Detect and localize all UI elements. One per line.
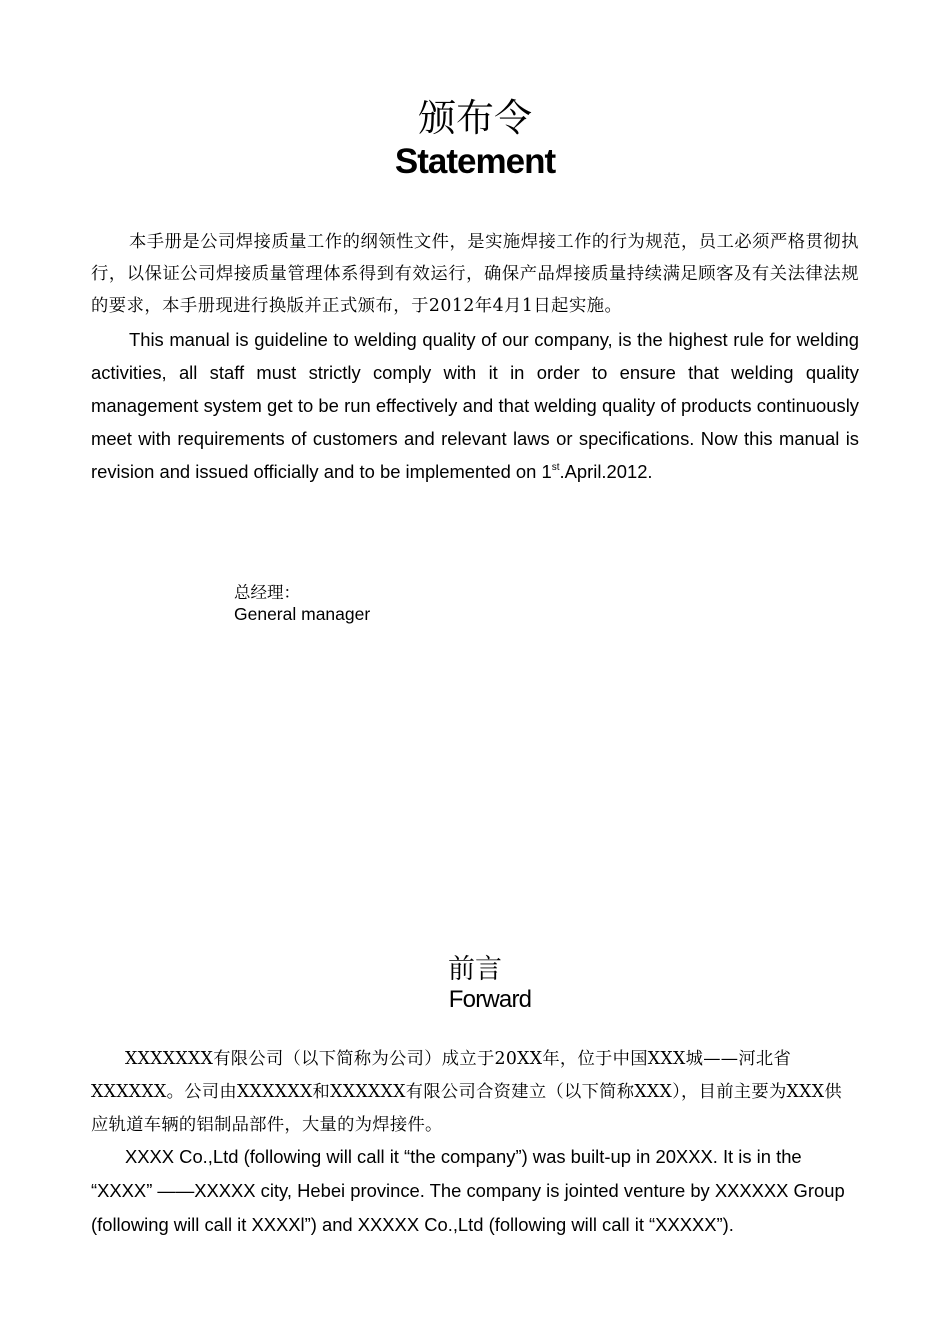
signature-label-en: General manager [234, 604, 371, 624]
statement-paragraph-en-main: This manual is guideline to welding quality of our company, is the highest rule for welding activities, all staff must strictly comply with it in order to ensure that welding quality management system get to be run effectively and that welding quality of products continuously meet with requirements of customers and relevant laws or specifications. Now this manual is revision and issued officially and to be implemented on 1 [91, 329, 859, 482]
statement-title-cn: 颁布令 [417, 96, 532, 140]
statement-paragraph-cn: 本手册是公司焊接质量工作的纲领性文件，是实施焊接工作的行为规范，员工必须严格贯彻执行，以保证公司焊接质量管理体系得到有效运行，确保产品焊接质量持续满足顾客及有关法律法规的要求，本手册现进行换版并正式颁布，于2012年4月1日起实施。 [91, 232, 859, 316]
forward-paragraph-cn: XXXXXXX有限公司（以下简称为公司）成立于20XX年，位于中国XXX城——河北省XXXXXX。公司由XXXXXX和XXXXXX有限公司合资建立（以下简称XXX），目前主要为XXX供应轨道车辆的铝制品部件，大量的为焊接件。 [91, 1049, 842, 1135]
signature-label-cn: 总经理： [234, 583, 300, 602]
statement-paragraph-en-tail: .April.2012. [559, 461, 653, 482]
statement-title-en: Statement [394, 142, 556, 181]
statement-paragraph-en [91, 323, 859, 488]
statement-date-ordinal-suffix: st [551, 462, 560, 473]
forward-title-en: Forward [448, 986, 532, 1013]
forward-paragraph-en: XXXX Co.,Ltd (following will call it “the company”) was built-up in 20XXX. It is in the “XXXX” ——XXXXX city, Hebei province. The company is jointed venture by XXXXXX Group (following will call it XXXXl”) and XXXXX Co.,Ltd (following will call it “XXXXX”). [91, 1146, 845, 1235]
forward-title-cn: 前言 [448, 954, 502, 985]
